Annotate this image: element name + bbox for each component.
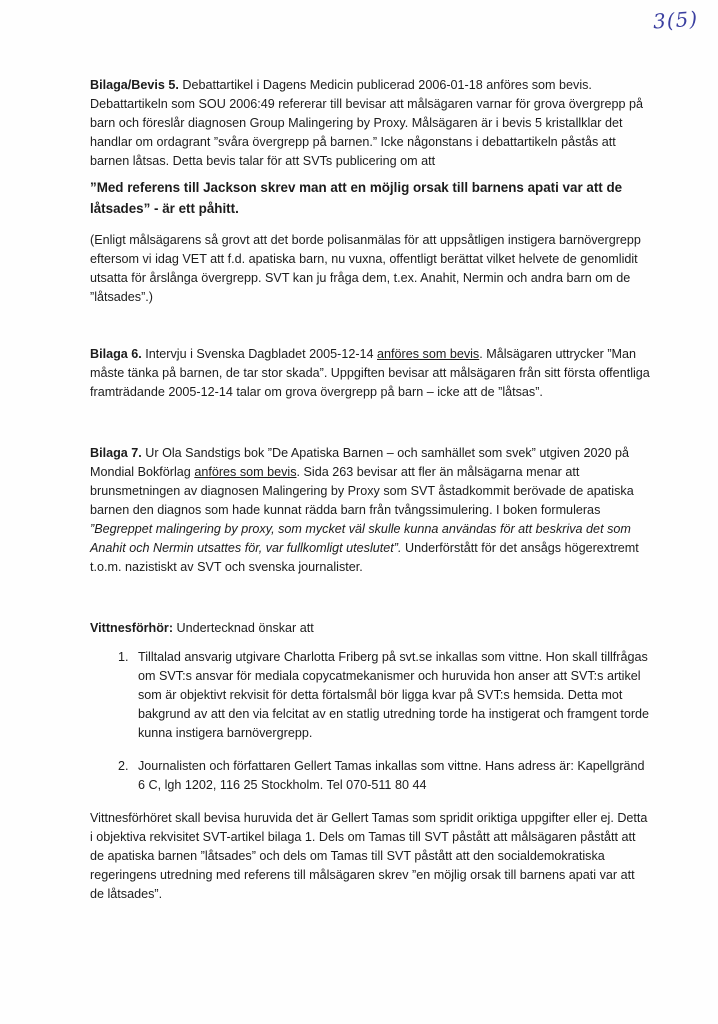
vittnes-closing: Vittnesförhöret skall bevisa huruvida det är Gellert Tamas som spridit oriktiga uppgifter eller ej. Detta i objektiva rekvisitet SVT-artikel bilaga 1. Dels om Tamas till SVT påstått att målsägaren påstått att de apatiska barnen ”låtsades” och dels om Tamas till SVT påstått att den socialdemokratiska regeringens utredning med referens till målsägaren skrev ”en möjlig orsak till barnens apati var att de låtsades”. [90, 811, 648, 901]
witness-item-2: 2. Journalisten och författaren Gellert Tamas inkallas som vittne. Hans adress är: Kapellgränd 6 C, lgh 1202, 116 25 Stockholm. Tel 070-511 80 44 [132, 757, 650, 795]
witness-list [90, 648, 650, 795]
bilaga-7-book-quote: ”Begreppet malingering by proxy, som mycket väl skulle kunna användas för att beskriva det som Anahit och Nermin utsattes för, var fullkomligt uteslutet”. [90, 522, 631, 555]
bilaga-7-text-1: Ur Ola Sandstigs bok ”De Apatiska Barnen – och samhället som svek” utgiven 2020 på Mondial Bokförlag [90, 446, 630, 479]
bilaga-7-text-2: . Sida 263 bevisar att fler än målsägarna menar att brunsmetningen av diagnosen Malingering by Proxy som SVT åstadkommit berövade de apatiska barnen den diagnos som hade kunnat rädda barn från tvångssimulering. I boken formuleras [90, 465, 634, 517]
bilaga-6-text-1: Intervju i Svenska Dagbladet 2005-12-14 [141, 347, 378, 361]
bilaga-5-paragraph [90, 76, 650, 171]
bilaga-5-quote: ”Med referens till Jackson skrev man att en möjlig orsak till barnens apati var att de låtsades” - är ett påhitt. [90, 180, 623, 216]
handwritten-page-number: 3(5) [652, 6, 699, 34]
section-bilaga-7 [90, 444, 650, 577]
bilaga-7-text-3: Underförstått för det ansågs högerextremt t.o.m. nazistiskt av SVT och svenska journalister. [90, 541, 639, 574]
bilaga-6-text-2: . Målsägaren uttrycker ”Man måste tänka på barnen, de tar stor skada”. Uppgiften bevisar att målsägaren från sitt första offentliga framträdande 2005-12-14 talar om grova övergrepp på barn – icke att de ”låtsas”. [90, 347, 650, 399]
document-body [90, 76, 650, 904]
bilaga-6-heading: Bilaga 6. [90, 347, 142, 361]
witness-item-1: 1. Tilltalad ansvarig utgivare Charlotta Friberg på svt.se inkallas som vittne. Hon skall tillfrågas om SVT:s ansvar för mediala copycatmekanismer och huruvida hon anser att SVT:s artikel som är objektivt rekvisit för detta förtalsmål bör ligga kvar på SVT:s hemsida. Detta mot bakgrund av att den via felcitat av en statlig utredning torde ha instigerat och framgent torde kunna instigera barnövergrepp. [132, 648, 650, 743]
bilaga-7-paragraph [90, 444, 650, 577]
bilaga-6-underlined: anföres som bevis [377, 347, 480, 361]
vittnes-intro-paragraph [90, 619, 650, 638]
vittnes-heading: Vittnesförhör: [90, 621, 174, 635]
bilaga-7-heading: Bilaga 7. [90, 446, 142, 460]
section-vittnesforhor [90, 619, 650, 904]
bilaga-5-heading: Bilaga/Bevis 5. [90, 78, 179, 92]
section-bilaga-6 [90, 345, 650, 402]
bilaga-6-paragraph [90, 345, 650, 402]
bilaga-5-text: Debattartikel i Dagens Medicin publicerad 2006-01-18 anföres som bevis. Debattartikeln som SOU 2006:49 refererar till bevisar att målsägaren varnar för grova övergrepp på barn och föreslår diagnosen Group Malingering by Proxy. Målsägaren är i bevis 5 kristallklar det handlar om ordagrant ”svåra övergrepp på barnen.” Icke någonstans i debattartikeln påstås att barnen låtsas. Detta bevis talar för att SVTs publicering om att [90, 78, 643, 168]
vittnes-intro: Undertecknad önskar att [173, 621, 314, 635]
section-bilaga-5 [90, 76, 650, 307]
bilaga-7-underlined: anföres som bevis [194, 465, 297, 479]
bilaga-5-note: (Enligt målsägarens så grovt att det borde polisanmälas för att uppsåtligen instigera barnövergrepp eftersom vi idag VET att f.d. apatiska barn, nu vuxna, offentligt berättat vilket helvete de genomlidit utsatta för årslånga övergrepp. SVT kan ju fråga dem, t.ex. Anahit, Nermin och andra barn om de ”låtsades”.) [90, 233, 641, 304]
